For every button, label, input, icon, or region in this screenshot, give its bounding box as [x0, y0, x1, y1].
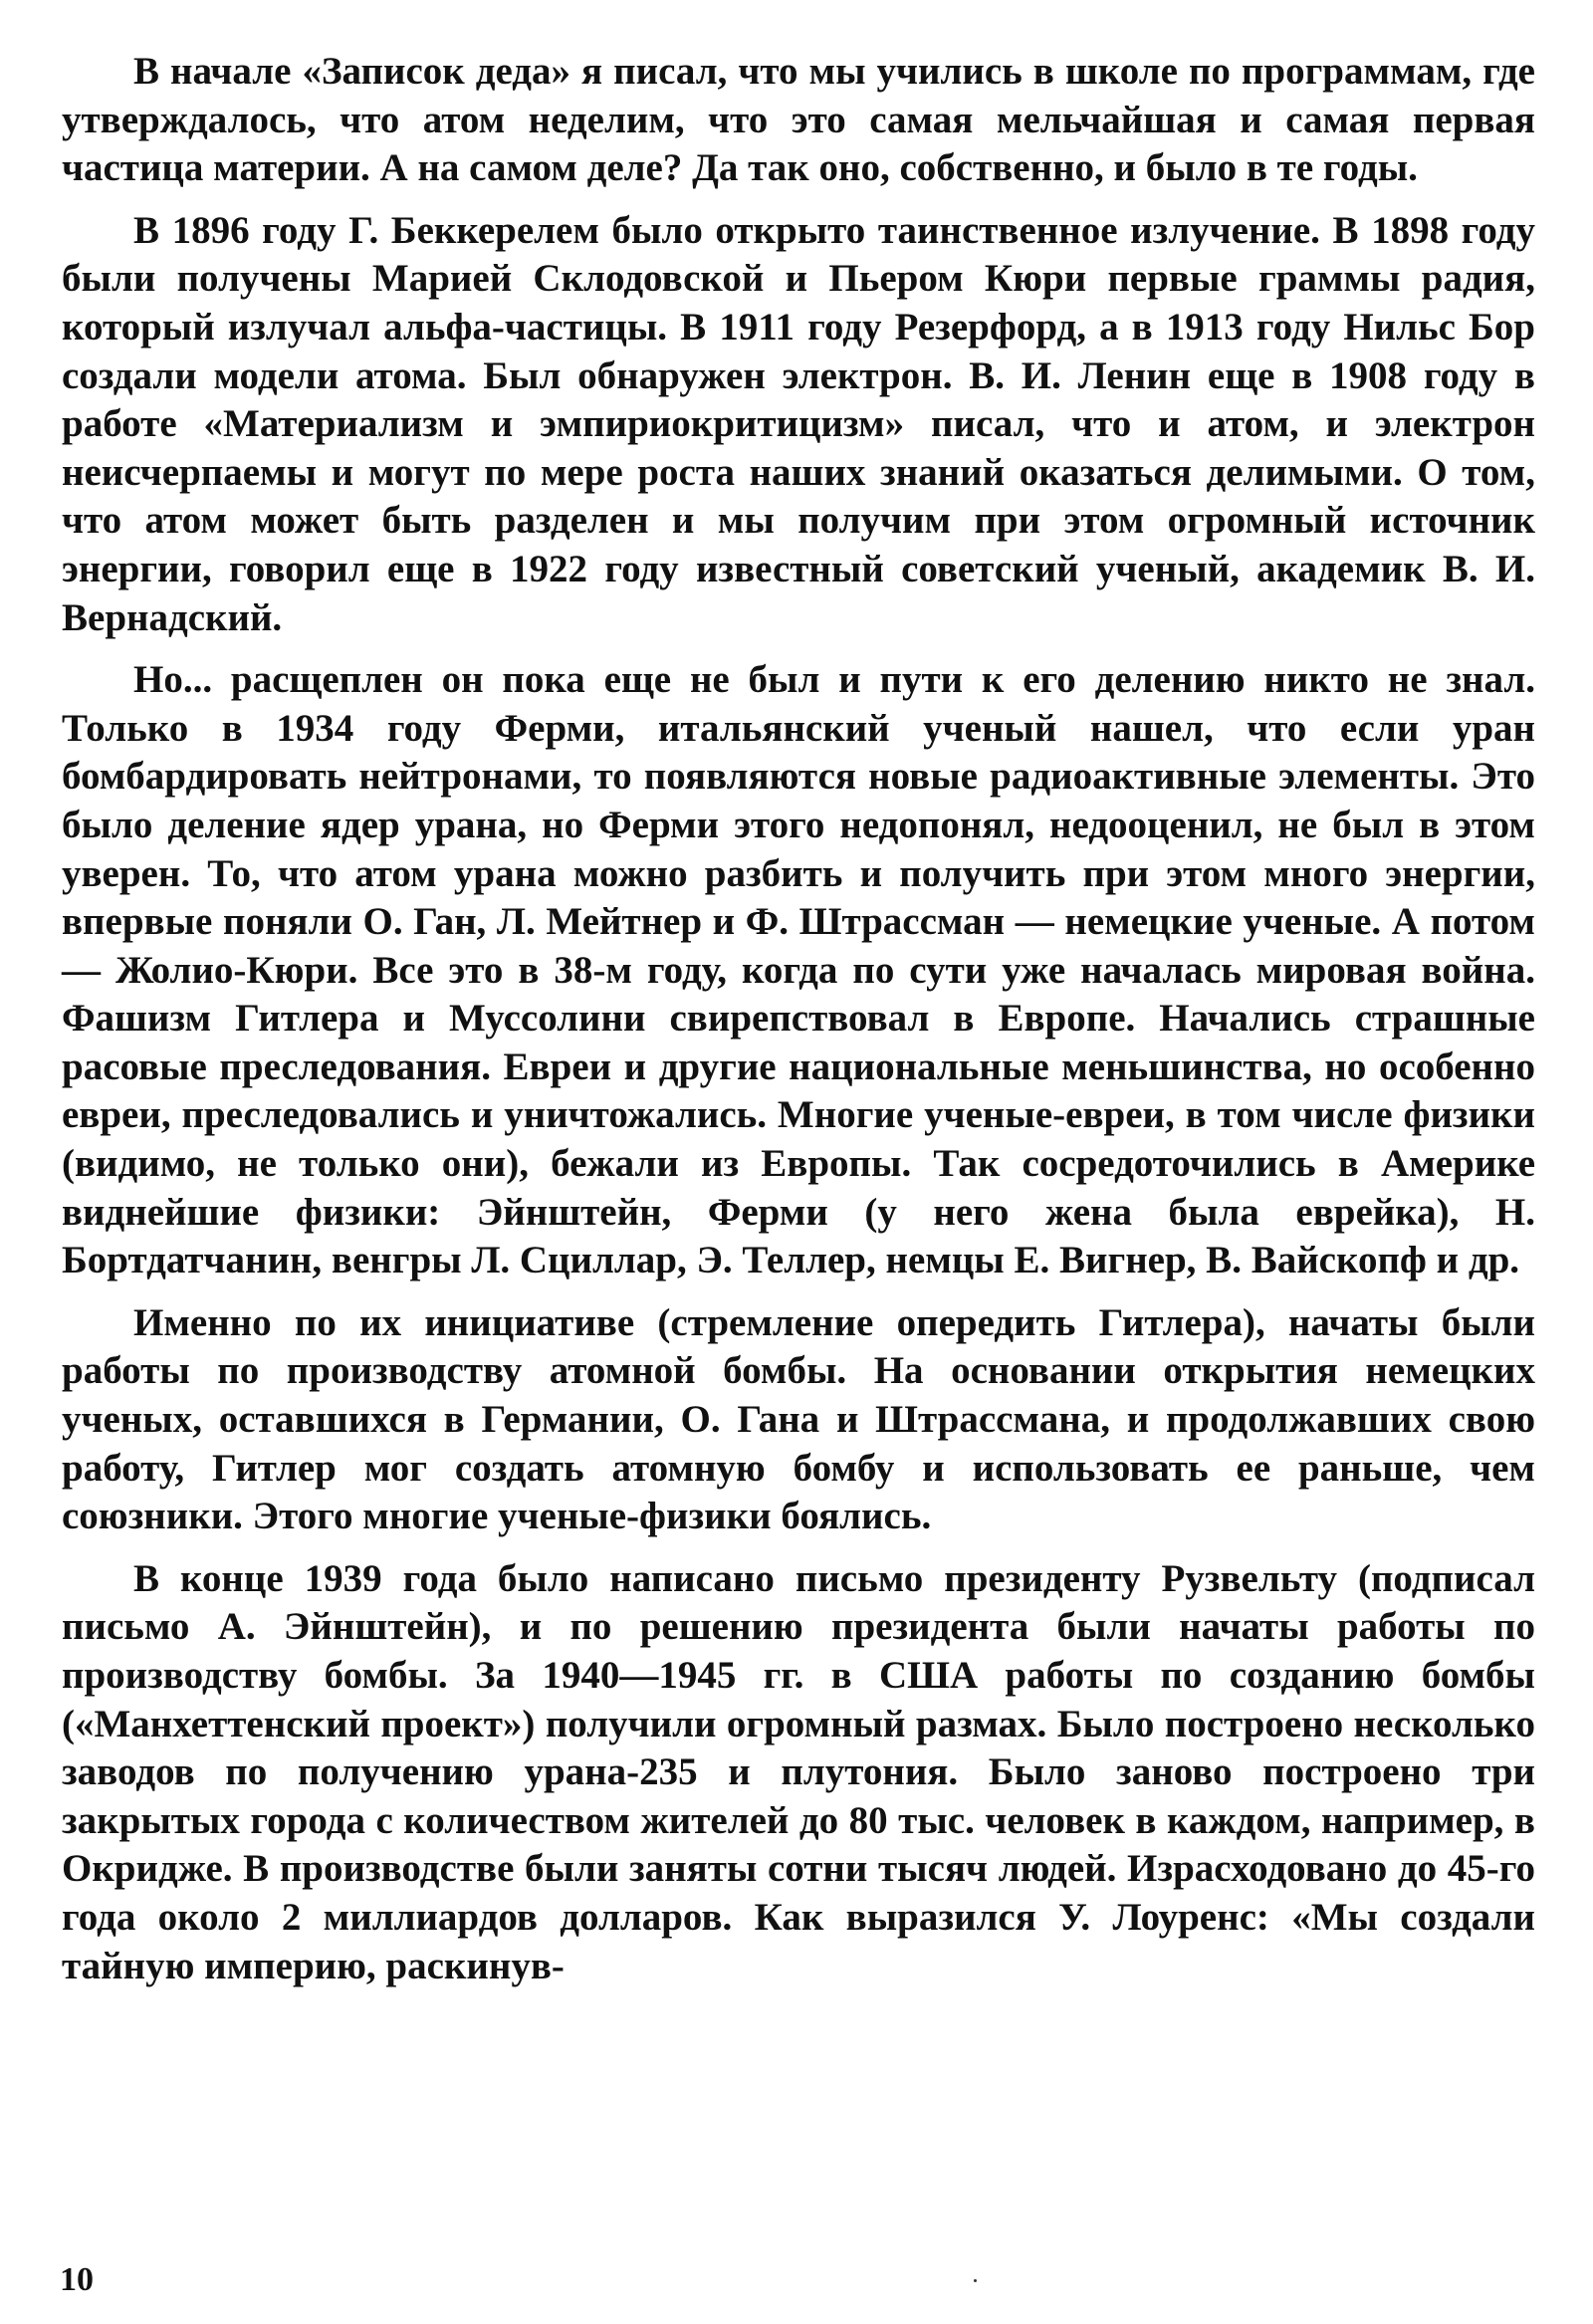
page-number: 10 [60, 2261, 94, 2298]
body-text [62, 48, 1535, 2004]
paragraph-5: В конце 1939 года было написано письмо президенту Рузвельту (подписал письмо А. Эйнштейн), и по решению президента были начаты работы по производству бомбы. За 1940—1945 гг. в США работы по созданию бомбы («Манхеттенский проект») получили огромный размах. Было построено несколько заводов по получению урана-235 и плутония. Было заново построено три закрытых города с количеством жителей до 80 тыс. человек в каждом, например, в Окридже. В производстве были заняты сотни тысяч людей. Израсходовано до 45-го года около 2 миллиардов долларов. Как выразился У. Лоуренс: «Мы создали тайную империю, раскинув- [62, 1556, 1535, 1987]
paragraph-2: В 1896 году Г. Беккерелем было открыто таинственное излучение. В 1898 году были получены Марией Склодовской и Пьером Кюри первые граммы радия, который излучал альфа-частицы. В 1911 году Резерфорд, а в 1913 году Нильс Бор создали модели атома. Был обнаружен электрон. В. И. Ленин еще в 1908 году в работе «Материализм и эмпириокритицизм» писал, что и атом, и электрон неисчерпаемы и могут по мере роста наших знаний оказаться делимыми. О том, что атом может быть разделен и мы получим при этом огромный источник энергии, говорил еще в 1922 году известный советский ученый, академик В. И. Вернадский. [62, 208, 1535, 639]
scan-speck [974, 2279, 977, 2282]
paragraph-4: Именно по их инициативе (стремление опередить Гитлера), начаты были работы по производству атомной бомбы. На основании открытия немецких ученых, оставшихся в Германии, О. Гана и Штрассмана, и продолжавших свою работу, Гитлер мог создать атомную бомбу и использовать ее раньше, чем союзники. Этого многие ученые-физики боялись. [62, 1300, 1535, 1538]
paragraph-1: В начале «Записок деда» я писал, что мы учились в школе по программам, где утверждалось, что атом неделим, что это самая мельчайшая и самая первая частица материи. А на самом деле? Да так оно, собственно, и было в те годы. [62, 50, 1535, 190]
paragraph-3: Но... расщеплен он пока еще не был и пути к его делению никто не знал. Только в 1934 году Ферми, итальянский ученый нашел, что если уран бомбардировать нейтронами, то появляются новые радиоактивные элементы. Это было деление ядер урана, но Ферми этого недопонял, недооценил, не был в этом уверен. То, что атом урана можно разбить и получить при этом много энергии, впервые поняли О. Ган, Л. Мейтнер и Ф. Штрассман — немецкие ученые. А потом — Жолио-Кюри. Все это в 38-м году, когда по сути уже началась мировая война. Фашизм Гитлера и Муссолини свирепствовал в Европе. Начались страшные расовые преследования. Евреи и другие национальные меньшинства, но особенно евреи, преследовались и уничтожались. Многие ученые-евреи, в том числе физики (видимо, не только они), бежали из Европы. Так сосредоточились в Америке виднейшие физики: Эйнштейн, Ферми (у него жена была еврейка), Н. Бортдатчанин, венгры Л. Сциллар, Э. Теллер, немцы Е. Вигнер, В. Вайскопф и др. [62, 658, 1535, 1282]
